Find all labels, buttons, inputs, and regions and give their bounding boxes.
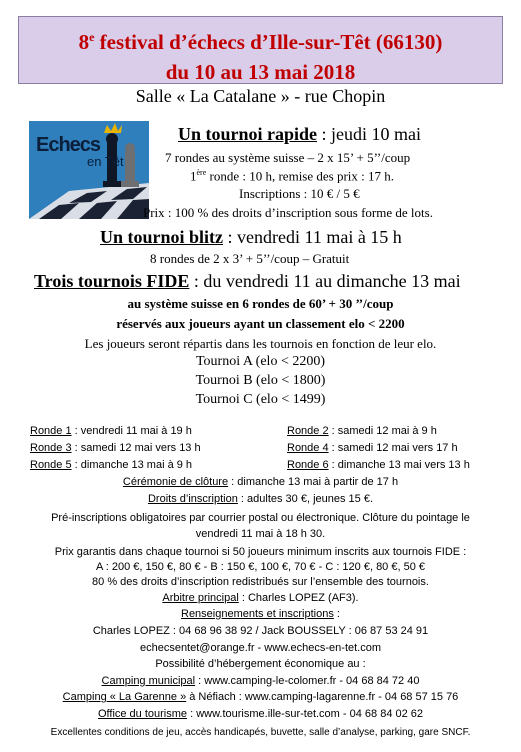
- prizes-line-3: 80 % des droits d’inscription redistribués sur l’ensemble des tournois.: [92, 576, 429, 588]
- fide-distribution: Les joueurs seront répartis dans les tournois en fonction de leur elo.: [84, 336, 437, 351]
- rapid-prizes: Prix : 100 % des droits d’inscription sous forme de lots.: [143, 205, 433, 220]
- round-2: Ronde 2 : samedi 12 mai à 9 h: [287, 425, 437, 437]
- tournament-b: Tournoi B (elo < 1800): [195, 373, 326, 388]
- preregistration-line-2: vendredi 11 mai à 18 h 30.: [195, 528, 326, 540]
- camping-la-garenne: Camping « La Garenne » à Néfiach : www.camping-lagarenne.fr - 04 68 57 15 76: [62, 691, 459, 703]
- contact-phones: Charles LOPEZ : 04 68 96 38 92 / Jack BOUSSELY : 06 87 53 24 91: [92, 625, 429, 637]
- round-5: Ronde 5 : dimanche 13 mai à 9 h: [30, 459, 193, 471]
- contact-heading: Renseignements et inscriptions :: [181, 608, 340, 620]
- tournament-a: Tournoi A (elo < 2200): [195, 354, 325, 369]
- round-3: Ronde 3 : samedi 12 mai vers 13 h: [30, 442, 201, 454]
- round-1: Ronde 1 : vendredi 11 mai à 19 h: [30, 425, 192, 437]
- rapid-fees: Inscriptions : 10 € / 5 €: [239, 186, 360, 201]
- lodging-intro: Possibilité d’hébergement économique au :: [155, 658, 366, 670]
- fide-eligibility: réservés aux joueurs ayant un classement elo < 2200: [116, 316, 405, 331]
- venue: Salle « La Catalane » - rue Chopin: [135, 86, 386, 106]
- tournament-c: Tournoi C (elo < 1499): [195, 392, 326, 407]
- title-banner: [18, 16, 503, 84]
- preregistration-line-1: Pré-inscriptions obligatoires par courrier postal ou électronique. Clôture du pointage le: [51, 512, 470, 524]
- blitz-format: 8 rondes de 2 x 3’ + 5’’/coup – Gratuit: [150, 251, 350, 266]
- camping-municipal: Camping municipal : www.camping-le-colomer.fr - 04 68 84 72 40: [101, 675, 420, 687]
- footer-amenities: Excellentes conditions de jeu, accès handicapés, buvette, salle d’analyse, parking, gare SNCF.: [50, 727, 471, 738]
- chief-arbiter: Arbitre principal : Charles LOPEZ (AF3).: [162, 592, 359, 604]
- prizes-line-2: A : 200 €, 150 €, 80 € - B : 150 €, 100 €, 70 € - C : 120 €, 80 €, 50 €: [95, 561, 425, 573]
- rapid-format: 7 rondes au système suisse – 2 x 15’ + 5’’/coup: [165, 150, 411, 165]
- registration-fees: Droits d’inscription : adultes 30 €, jeunes 15 €.: [147, 493, 374, 505]
- fide-heading: Trois tournois FIDE : du vendredi 11 au dimanche 13 mai: [34, 271, 461, 291]
- tourist-office: Office du tourisme : www.tourisme.ille-sur-tet.com - 04 68 84 02 62: [97, 708, 424, 720]
- festival-dates: du 10 au 13 mai 2018: [165, 60, 356, 84]
- rapid-heading: Un tournoi rapide : jeudi 10 mai: [178, 124, 422, 144]
- prizes-line-1: Prix garantis dans chaque tournoi si 50 joueurs minimum inscrits aux tournois FIDE :: [54, 546, 467, 558]
- round-4: Ronde 4 : samedi 12 mai vers 17 h: [287, 442, 458, 454]
- fide-format: au système suisse en 6 rondes de 60’ + 30 ’’/coup: [127, 296, 394, 311]
- blitz-heading: Un tournoi blitz : vendredi 11 mai à 15 h: [100, 227, 402, 247]
- club-logo: [29, 121, 149, 219]
- logo-text-echecs: Echecs: [36, 134, 101, 156]
- contact-emails: echecsentet@orange.fr - www.echecs-en-tet.com: [139, 642, 382, 654]
- rapid-schedule: 1ère ronde : 10 h, remise des prix : 17 h.: [190, 168, 395, 184]
- round-6: Ronde 6 : dimanche 13 mai vers 13 h: [287, 459, 470, 471]
- logo-text-en-tet: en Têt: [87, 154, 124, 169]
- closing-ceremony: Cérémonie de clôture : dimanche 13 mai à partir de 17 h: [122, 476, 399, 488]
- festival-title: 8e festival d’échecs d’Ille-sur-Têt (66130): [78, 30, 443, 54]
